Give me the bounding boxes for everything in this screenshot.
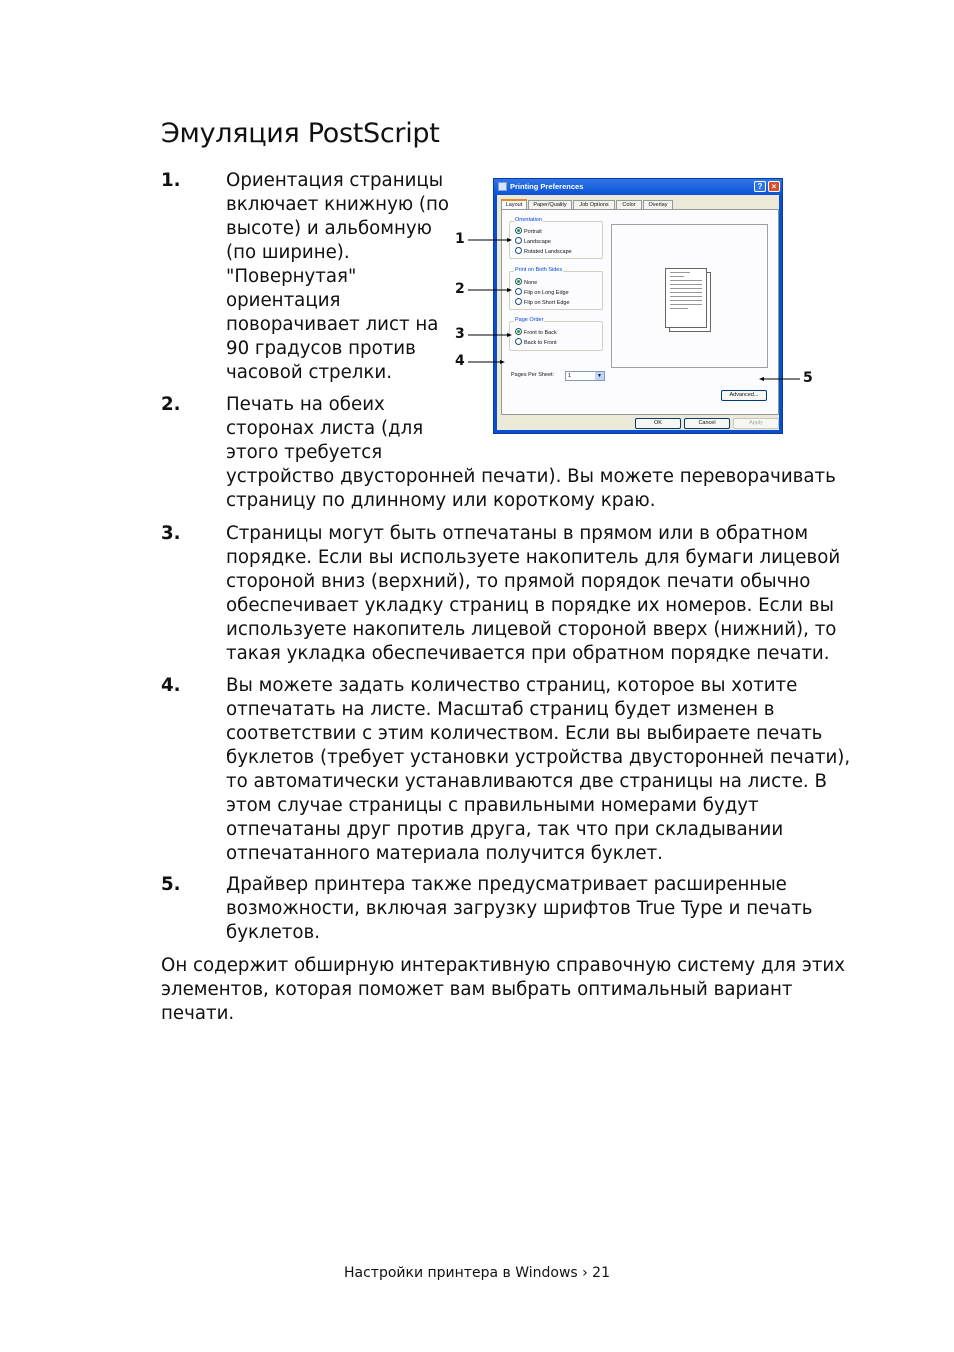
text-line: то автоматически устанавливаются две страницы на листе. В xyxy=(226,771,827,792)
item-number: 4. xyxy=(161,675,181,696)
text-line: Печать на обеих xyxy=(226,394,385,415)
callout-2: 2 xyxy=(455,281,465,297)
text-line: Он содержит обширную интерактивную справочную систему для этих xyxy=(161,955,846,976)
callout-4: 4 xyxy=(455,353,465,369)
page-footer: Настройки принтера в Windows › 21 xyxy=(344,1265,610,1281)
radio-rotated-landscape[interactable]: Rotated Landscape xyxy=(515,248,572,256)
group-label: Print on Both Sides xyxy=(515,267,563,273)
radio-none[interactable]: None xyxy=(515,279,537,287)
callout-3: 3 xyxy=(455,326,465,342)
text-line: отпечатать на листе. Масштаб страниц будет изменен в xyxy=(226,699,775,720)
group-label: Page Order xyxy=(515,317,544,323)
arrow-icon xyxy=(507,288,512,292)
pages-per-sheet-label: Pages Per Sheet: xyxy=(511,372,555,378)
cancel-button[interactable]: Cancel xyxy=(684,418,730,429)
radio-portrait[interactable]: Portrait xyxy=(515,228,542,236)
text-line: такая укладка обеспечивается при обратном порядке печати. xyxy=(226,643,830,664)
text-line: Страницы могут быть отпечатаны в прямом или в обратном xyxy=(226,523,809,544)
item-number: 5. xyxy=(161,874,181,895)
text-line: сторонах листа (для xyxy=(226,418,424,439)
text-line: Вы можете задать количество страниц, которое вы хотите xyxy=(226,675,798,696)
text-line: часовой стрелки. xyxy=(226,362,393,383)
arrow-icon xyxy=(507,238,512,242)
radio-front-to-back[interactable]: Front to Back xyxy=(515,329,557,337)
text-line: буклетов. xyxy=(226,922,321,943)
text-line: стороной вниз (верхний), то прямой порядок печати обычно xyxy=(226,571,811,592)
text-line: (по ширине). xyxy=(226,242,350,263)
radio-landscape[interactable]: Landscape xyxy=(515,238,551,246)
tab-color[interactable]: Color xyxy=(616,200,642,209)
text-line: высоте) и альбомную xyxy=(226,218,432,239)
advanced-button[interactable]: Advanced... xyxy=(721,390,767,401)
chevron-down-icon: ▼ xyxy=(595,372,604,380)
text-line: буклетов (требует установки устройства двусторонней печати), xyxy=(226,747,851,768)
text-line: "Повернутая" xyxy=(226,266,357,287)
radio-flip-long-edge[interactable]: Flip on Long Edge xyxy=(515,289,569,297)
text-line: этом случае страницы с правильными номерами будут xyxy=(226,795,759,816)
callout-5: 5 xyxy=(803,370,813,386)
radio-back-to-front[interactable]: Back to Front xyxy=(515,339,557,347)
text-line: Драйвер принтера также предусматривает расширенные xyxy=(226,874,787,895)
text-line: используете накопитель лицевой стороной вверх (нижний), то xyxy=(226,619,837,640)
arrow-icon xyxy=(507,333,512,337)
text-line: отпечатаны друг против друга, так что при складывании xyxy=(226,819,784,840)
text-line: поворачивает лист на xyxy=(226,314,439,335)
text-line: этого требуется xyxy=(226,442,383,463)
text-line: 90 градусов против xyxy=(226,338,416,359)
help-button[interactable]: ? xyxy=(754,181,766,192)
text-line: устройство двусторонней печати). Вы можете переворачивать xyxy=(226,466,836,487)
text-line: ориентация xyxy=(226,290,341,311)
group-label: Orientation xyxy=(515,217,542,223)
pages-per-sheet-value: 1 xyxy=(568,373,572,379)
text-line: элементов, которая поможет вам выбрать оптимальный вариант xyxy=(161,979,793,1000)
text-line: возможности, включая загрузку шрифтов True Type и печать xyxy=(226,898,813,919)
radio-flip-short-edge[interactable]: Flip on Short Edge xyxy=(515,299,570,307)
tab-job-options[interactable]: Job Options xyxy=(573,200,615,209)
arrow-icon xyxy=(759,377,764,381)
arrow-icon xyxy=(500,360,505,364)
apply-button[interactable]: Apply xyxy=(733,418,779,429)
text-line: порядке. Если вы используете накопитель для бумаги лицевой xyxy=(226,547,841,568)
ok-button[interactable]: OK xyxy=(635,418,681,429)
text-line: включает книжную (по xyxy=(226,194,450,215)
item-number: 1. xyxy=(161,170,181,191)
tab-layout[interactable]: Layout xyxy=(501,199,527,210)
text-line: соответствии с этим количеством. Если вы выбираете печать xyxy=(226,723,823,744)
text-line: Ориентация страницы xyxy=(226,170,444,191)
text-line: отпечатанного материала получится буклет. xyxy=(226,843,663,864)
text-line: обеспечивает укладку страниц в порядке их номеров. Если вы xyxy=(226,595,834,616)
dialog-title: Printing Preferences xyxy=(510,182,584,191)
callout-1: 1 xyxy=(455,231,465,247)
text-line: страницу по длинному или короткому краю. xyxy=(226,490,656,511)
text-line: печати. xyxy=(161,1003,235,1024)
page-title: Эмуляция PostScript xyxy=(161,118,440,149)
tab-paper-quality[interactable]: Paper/Quality xyxy=(528,200,572,209)
tab-overlay[interactable]: Overlay xyxy=(643,200,673,209)
item-number: 3. xyxy=(161,523,181,544)
item-number: 2. xyxy=(161,394,181,415)
close-button[interactable]: × xyxy=(768,181,780,192)
